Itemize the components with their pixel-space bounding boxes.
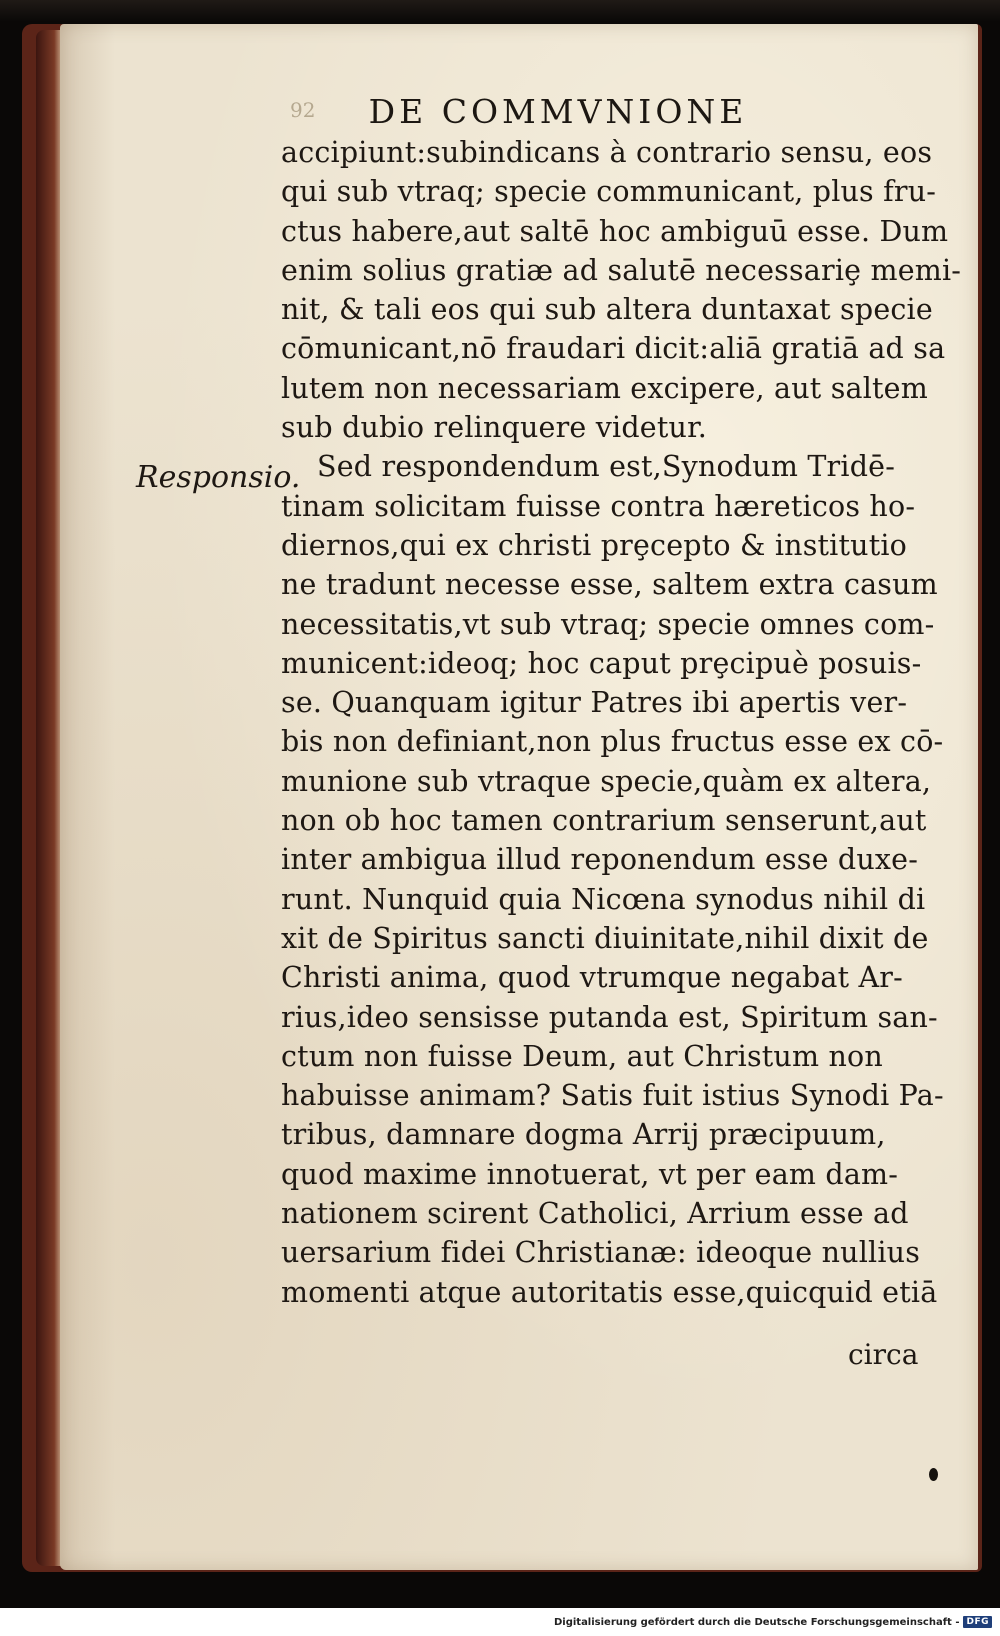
text-line: qui sub vtraq; specie communicant, plus fru- [281, 175, 937, 209]
text-line: Christi anima, quod vtrumque negabat Ar- [281, 961, 903, 995]
text-line: habuisse animam? Satis fuit istius Synodi Pa- [281, 1079, 944, 1113]
text-line: tinam solicitam fuisse contra hæreticos ho- [281, 489, 916, 523]
footer-credit [554, 1616, 992, 1628]
text-line: accipiunt:subindicans à contrario sensu, eos [281, 136, 933, 169]
text-line: municent:ideoq; hoc caput prȩcipuè posuis- [281, 646, 922, 680]
scan-top-edge [0, 0, 1000, 22]
text-line: rius,ideo sensisse putanda est, Spiritum san- [281, 1000, 938, 1034]
text-line: non ob hoc tamen contrarium senserunt,aut [281, 804, 927, 838]
ink-mark [929, 1468, 938, 1481]
catchword: circa [848, 1338, 919, 1371]
text-line: sub dubio relinquere videtur. [281, 411, 708, 445]
dfg-logo-icon: DFG [963, 1616, 992, 1628]
text-line: ne tradunt necesse esse, saltem extra casum [281, 568, 938, 602]
text-line: tribus, damnare dogma Arrij præcipuum, [281, 1118, 886, 1152]
running-head: DE COMMVNIONE [368, 92, 748, 131]
text-line: xit de Spiritus sancti diuinitate,nihil dixit de [281, 921, 929, 955]
text-line: diernos,qui ex christi prȩcepto & institutio [281, 528, 908, 562]
text-line: quod maxime innotuerat, vt per eam dam- [281, 1157, 899, 1191]
page-number: 92 [290, 98, 316, 122]
text-line: Sed respondendum est,Synodum Tridē- [317, 450, 896, 484]
text-line: nationem scirent Catholici, Arrium esse ad [281, 1197, 909, 1231]
text-line: nit, & tali eos qui sub altera duntaxat specie [281, 293, 933, 327]
text-line: cōmunicant,nō fraudari dicit:aliā gratiā ad sa [281, 332, 946, 366]
body-text [281, 133, 962, 1312]
text-line: inter ambigua illud reponendum esse duxe- [281, 843, 919, 877]
book-spine [36, 30, 62, 1566]
text-line: momenti atque autoritatis esse,quicquid etiā [281, 1275, 938, 1309]
text-line: bis non definiant,non plus fructus esse ex cō- [281, 725, 944, 759]
text-line: necessitatis,vt sub vtraq; specie omnes com- [281, 607, 935, 641]
text-line: lutem non necessariam excipere, aut saltem [281, 371, 928, 405]
text-line: munione sub vtraque specie,quàm ex altera, [281, 764, 932, 798]
text-line: uersarium fidei Christianæ: ideoque nullius [281, 1236, 921, 1270]
margin-note: Responsio. [136, 460, 301, 495]
text-line: ctum non fuisse Deum, aut Christum non [281, 1039, 883, 1073]
text-line: runt. Nunquid quia Nicœna synodus nihil di [281, 882, 926, 916]
text-line: se. Quanquam igitur Patres ibi apertis ver- [281, 686, 908, 720]
text-line: ctus habere,aut saltē hoc ambiguū esse. Dum [281, 214, 949, 248]
footer-credit-text: Digitalisierung gefördert durch die Deutsche Forschungsgemeinschaft - [553, 1616, 960, 1628]
text-line: enim solius gratiæ ad salutē necessariȩ memi- [281, 253, 962, 287]
